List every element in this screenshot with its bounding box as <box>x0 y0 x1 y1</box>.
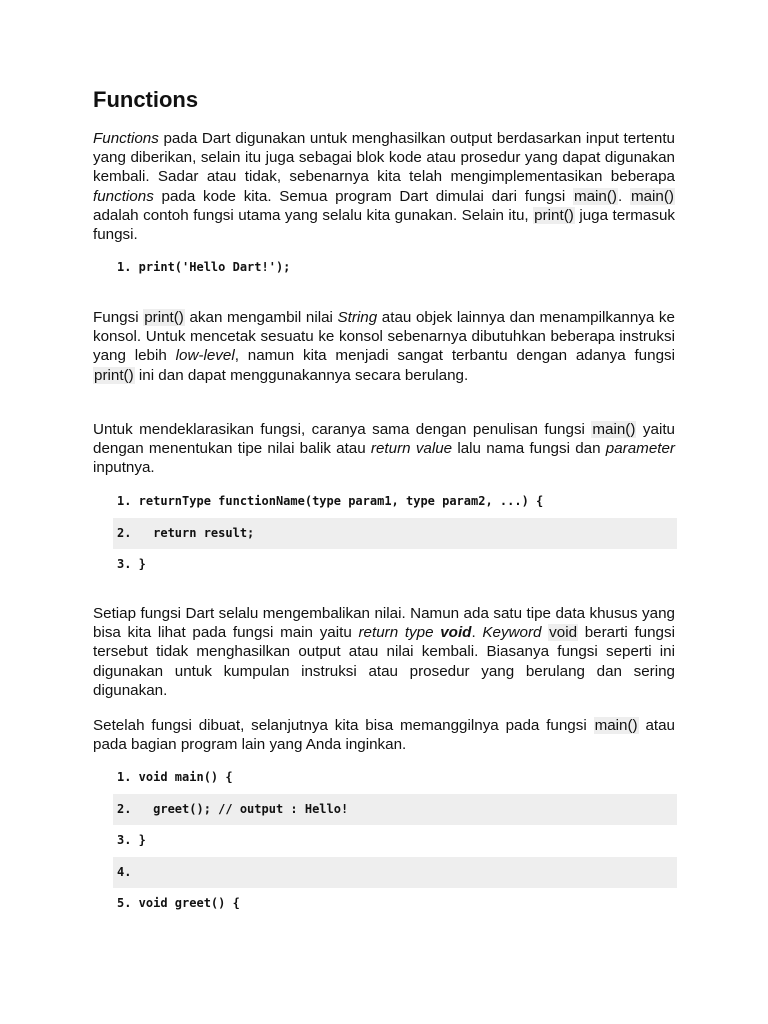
paragraph-print: Fungsi print() akan mengambil nilai String atau objek lainnya dan menampilkannya ke konsol. Untuk mencetak sesuatu ke konsol sebenarnya dibutuhkan beberapa instruksi yang lebih low-level, namun kita menjadi sangat terbantu dengan adanya fungsi print() ini dan dapat menggunakannya secara berulang. <box>93 309 675 384</box>
inline-code-void: void <box>549 624 578 642</box>
code-line: 1. print('Hello Dart!'); <box>117 260 291 274</box>
inline-code-print: print() <box>534 206 574 224</box>
code-block-declaration <box>113 486 677 581</box>
code-line: 1. returnType functionName(type param1, type param2, ...) { <box>117 494 544 508</box>
code-line: 4. <box>113 857 677 889</box>
inline-code-print: print() <box>94 366 134 384</box>
code-line: 5. void greet() { <box>117 896 240 910</box>
code-line: 3. } <box>117 833 146 847</box>
code-line: 2. greet(); // output : Hello! <box>113 794 677 826</box>
code-line: 1. void main() { <box>117 770 233 784</box>
code-block-print <box>113 252 677 284</box>
inline-code-main: main() <box>592 421 636 438</box>
code-line: 3. } <box>117 557 146 571</box>
inline-code-main: main() <box>630 187 674 205</box>
code-line: 2. return result; <box>113 518 677 550</box>
inline-code-main: main() <box>573 187 617 205</box>
code-block-greet <box>113 762 677 920</box>
paragraph-declare: Untuk mendeklarasikan fungsi, caranya sama dengan penulisan fungsi main() yaitu dengan menentukan tipe nilai balik atau return value lalu nama fungsi dan parameter inputnya. <box>93 421 675 477</box>
paragraph-calling: Setelah fungsi dibuat, selanjutnya kita bisa memanggilnya pada fungsi main() atau pada bagian program lain yang Anda inginkan. <box>93 717 676 754</box>
paragraph-void: Setiap fungsi Dart selalu mengembalikan nilai. Namun ada satu tipe data khusus yang bisa kita lihat pada fungsi main yaitu return type void. Keyword void berarti fungsi tersebut tidak menghasilkan output atau nilai kembali. Biasanya fungsi seperti ini digunakan untuk kumpulan instruksi atau prosedur yang berulang dan sering digunakan. <box>93 605 675 699</box>
inline-code-print: print() <box>144 309 184 326</box>
page-title: Functions <box>93 87 199 112</box>
emphasis-functions: Functions <box>93 130 159 147</box>
paragraph-intro: Functions pada Dart digunakan untuk menghasilkan output berdasarkan input tertentu yang diberikan, selain itu juga sebagai blok kode atau prosedur yang dapat digunakan kembali. Sadar atau tidak, sebenarnya kita telah mengimplementasikan beberapa functions pada kode kita. Semua program Dart dimulai dari fungsi main(). main() adalah contoh fungsi utama yang selalu kita gunakan. Selain itu, print() juga termasuk fungsi. <box>93 130 675 244</box>
emphasis-void: void <box>440 624 472 642</box>
inline-code-main: main() <box>594 717 638 734</box>
